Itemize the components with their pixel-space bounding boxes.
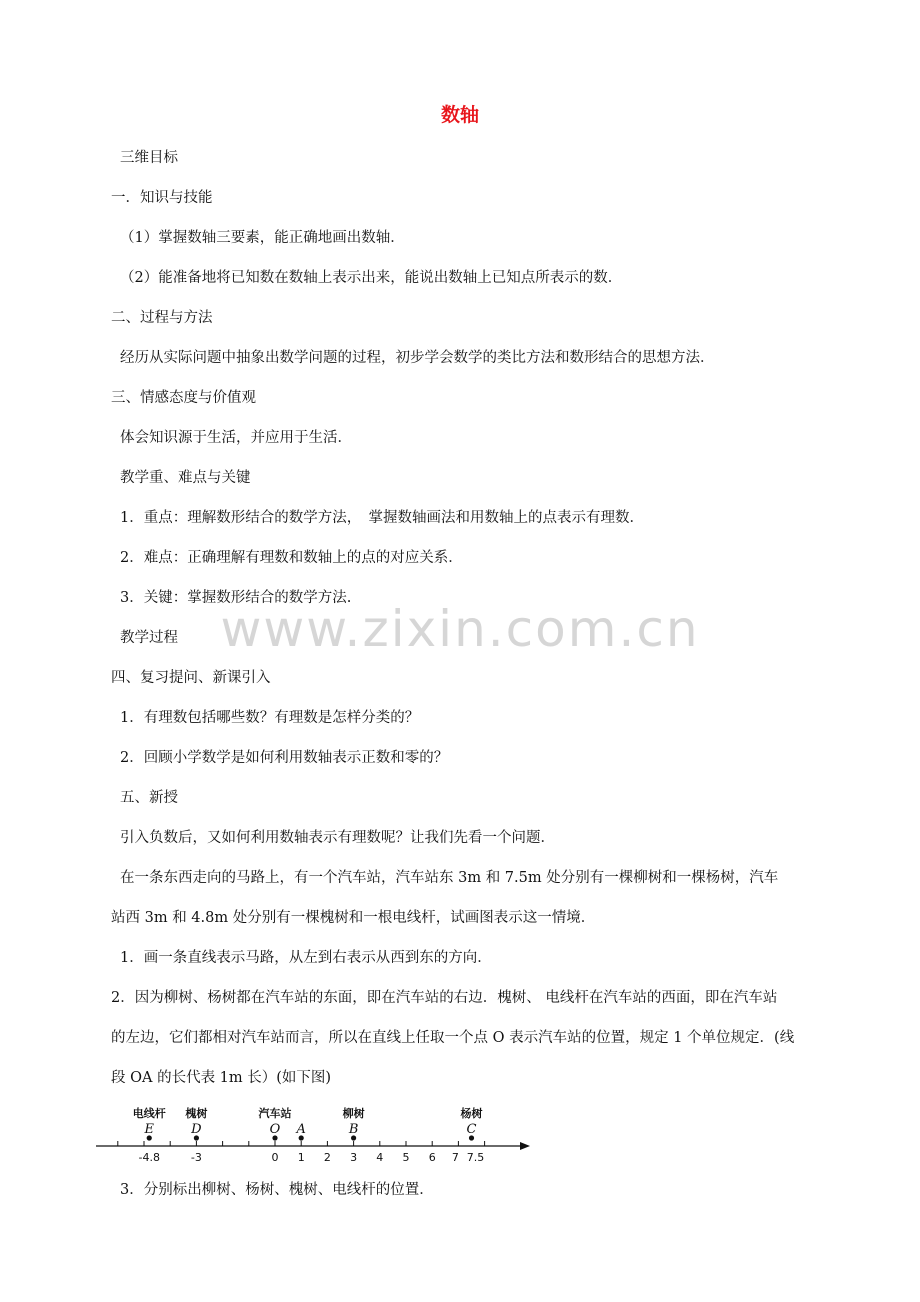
paragraph: 2．回顾小学数学是如何利用数轴表示正数和零的？ [120,750,449,766]
number-line-tick-label: 1 [297,1151,305,1164]
number-line-tick-label: 7.5 [466,1151,485,1164]
paragraph: 1．画一条直线表示马路，从左到右表示从西到东的方向． [120,950,492,966]
number-line-point-letter: E [144,1122,154,1137]
paragraph: （1）掌握数轴三要素，能正确地画出数轴． [120,230,405,246]
section-heading: 教学重、难点与关键 [120,470,251,486]
number-line-tick-label: 7 [451,1151,459,1164]
section-heading: 三、情感态度与价值观 [111,390,256,406]
paragraph: 3．分别标出柳树、杨树、槐树、电线杆的位置． [120,1182,434,1198]
number-line-tick-label: 4 [376,1151,384,1164]
paragraph: 段 OA 的长代表 1m 长）(如下图) [111,1070,332,1086]
paragraph: 1．有理数包括哪些数？有理数是怎样分类的？ [120,710,420,726]
number-line-point-name: 汽车站 [258,1107,292,1120]
number-line-point-letter: D [191,1122,202,1137]
number-line-tick-label: 2 [323,1151,331,1164]
section-heading: 五、新授 [120,790,178,806]
paragraph: 1．重点：理解数形结合的数学方法， 掌握数轴画法和用数轴上的点表示有理数． [120,510,644,526]
paragraph: 2．因为柳树、杨树都在汽车站的东面，即在汽车站的右边．槐树、 电线杆在汽车站的西面，即在汽车站 [111,990,778,1006]
number-line-tick-label: 3 [350,1151,358,1164]
number-line-tick-label: 0 [271,1151,279,1164]
number-line-arrow [520,1142,530,1150]
section-heading: 教学过程 [120,630,178,646]
number-line-point-name: 槐树 [185,1107,208,1120]
number-line-point-letter: O [269,1122,281,1137]
number-line-point-name: 柳树 [342,1107,365,1120]
section-heading: 二、过程与方法 [111,310,213,326]
paragraph: 3．关键：掌握数形结合的数学方法. [120,590,352,606]
number-line-tick-label: 5 [402,1151,410,1164]
paragraph: 体会知识源于生活，并应用于生活． [120,430,352,446]
paragraph: 在一条东西走向的马路上，有一个汽车站，汽车站东 3m 和 7.5m 处分别有一棵柳树和一棵杨树，汽车 [120,870,779,886]
number-line-point-letter: B [348,1122,359,1137]
number-line-point-letter: A [296,1122,306,1137]
paragraph: 的左边，它们都相对汽车站而言，所以在直线上任取一个点 O 表示汽车站的位置，规定 1 个单位规定．(线 [111,1030,795,1046]
section-heading: 四、复习提问、新课引入 [111,670,271,686]
section-heading: 三维目标 [120,150,178,166]
number-line-tick-label: -3 [190,1151,202,1164]
watermark: www.zixin.com.cn [220,600,700,658]
paragraph: 引入负数后，又如何利用数轴表示有理数呢？让我们先看一个问题． [120,830,555,846]
number-line-tick-label: -4.8 [138,1151,160,1164]
number-line-tick-label: 6 [428,1151,436,1164]
paragraph: 经历从实际问题中抽象出数学问题的过程，初步学会数学的类比方法和数形结合的思想方法． [120,350,715,366]
number-line-point-name: 杨树 [460,1107,483,1120]
paragraph: 站西 3m 和 4.8m 处分别有一棵槐树和一根电线杆，试画图表示这一情境． [111,910,596,926]
paragraph: 2．难点：正确理解有理数和数轴上的点的对应关系． [120,550,463,566]
number-line-point-name: 电线杆 [132,1107,166,1120]
number-line-figure [94,1103,534,1167]
paragraph: （2）能准备地将已知数在数轴上表示出来，能说出数轴上已知点所表示的数． [120,270,623,286]
page-title: 数轴 [440,104,479,126]
section-heading: 一．知识与技能 [111,190,213,206]
number-line-point-letter: C [466,1122,477,1137]
